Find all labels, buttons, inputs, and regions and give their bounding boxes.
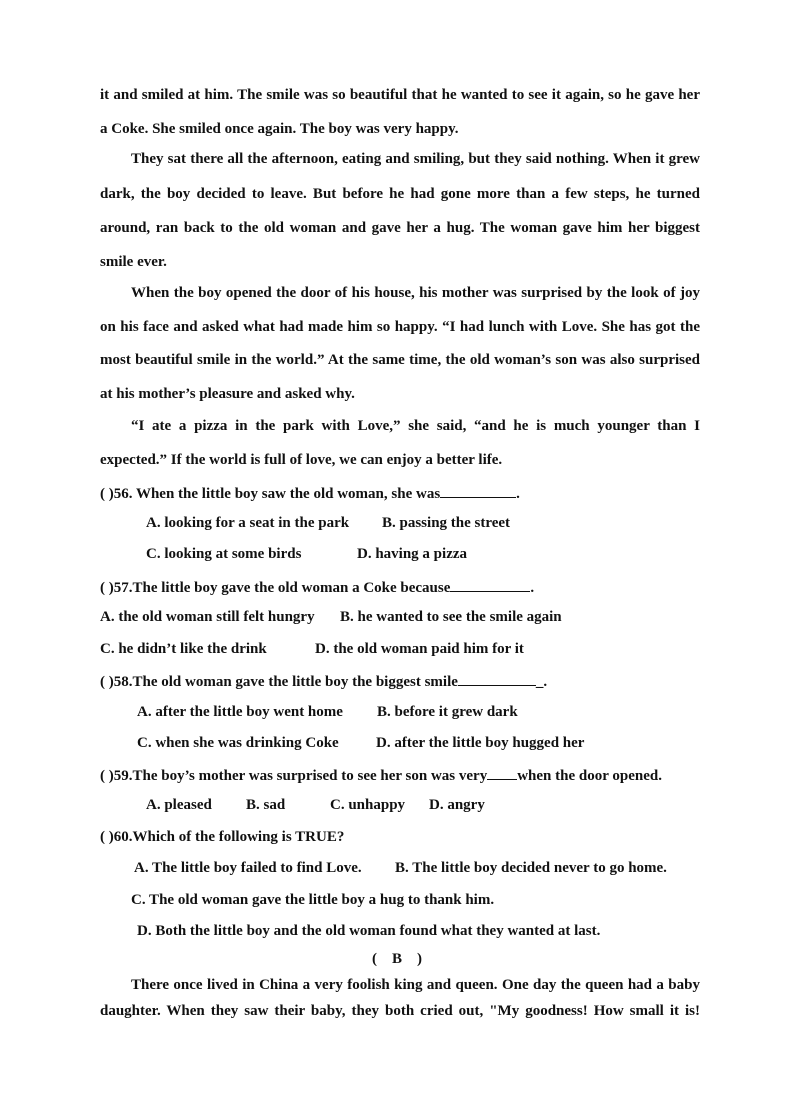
question-end: _. — [535, 674, 548, 690]
question-stem: ( )57.The little boy gave the old woman a Coke because — [100, 580, 451, 596]
option-d: D. after the little boy hugged her — [376, 735, 585, 751]
passage-line: at his mother’s pleasure and asked why. — [100, 386, 355, 402]
option-b: B. before it grew dark — [377, 704, 518, 720]
passage-line: “I ate a pizza in the park with Love,” she said, “and he is much younger than I — [131, 418, 700, 434]
option-d: D. the old woman paid him for it — [315, 641, 524, 657]
option-b: B. sad — [246, 797, 286, 813]
question-end: . — [516, 486, 520, 502]
option-d: D. Both the little boy and the old woman found what they wanted at last. — [137, 923, 601, 939]
option-c: C. looking at some birds — [146, 546, 302, 562]
question-end: . — [530, 580, 535, 596]
question-60: ( )60.Which of the following is TRUE? — [100, 829, 345, 845]
question-stem: ( )59.The boy’s mother was surprised to see her son was very — [100, 768, 488, 784]
option-c: C. he didn’t like the drink — [100, 641, 267, 657]
passage-line: a Coke. She smiled once again. The boy was very happy. — [100, 121, 459, 137]
section-heading: ( B ) — [372, 951, 422, 967]
passage-line: most beautiful smile in the world.” At the same time, the old woman’s son was also surprised — [100, 352, 700, 368]
question-stem: ( )58.The old woman gave the little boy the biggest smile — [100, 674, 458, 690]
passage-line: on his face and asked what had made him so happy. “I had lunch with Love. She has got the — [100, 319, 700, 335]
option-a: A. the old woman still felt hungry — [100, 609, 315, 625]
question-57 — [100, 577, 534, 597]
passage-line: around, ran back to the old woman and gave her a hug. The woman gave him her biggest — [100, 220, 700, 236]
question-stem: ( )56. When the little boy saw the old woman, she was — [100, 486, 441, 502]
answer-blank[interactable] — [440, 483, 516, 498]
passage-line: When the boy opened the door of his house, his mother was surprised by the look of joy — [131, 285, 700, 301]
question-56 — [100, 483, 520, 503]
option-b: B. The little boy decided never to go home. — [395, 860, 667, 876]
passage-line: expected.” If the world is full of love, we can enjoy a better life. — [100, 452, 503, 468]
passage-line: it and smiled at him. The smile was so beautiful that he wanted to see it again, so he gave her — [100, 87, 700, 103]
option-d: D. having a pizza — [357, 546, 468, 562]
option-c: C. The old woman gave the little boy a hug to thank him. — [131, 892, 495, 908]
option-c: C. when she was drinking Coke — [137, 735, 339, 751]
option-a: A. pleased — [146, 797, 212, 813]
passage-line: dark, the boy decided to leave. But before he had gone more than a few steps, he turned — [100, 186, 700, 202]
answer-blank[interactable] — [458, 671, 536, 686]
option-c: C. unhappy — [330, 797, 406, 813]
answer-blank[interactable] — [450, 577, 530, 592]
option-b: B. he wanted to see the smile again — [340, 609, 562, 625]
option-a: A. looking for a seat in the park — [146, 515, 350, 531]
passage-line: smile ever. — [100, 254, 167, 270]
passage-line: There once lived in China a very foolish king and queen. One day the queen had a baby — [131, 977, 700, 993]
option-b: B. passing the street — [382, 515, 511, 531]
passage-line: daughter. When they saw their baby, they both cried out, "My goodness! How small it is! — [100, 1003, 700, 1019]
question-end: when the door opened. — [517, 768, 662, 784]
passage-line: They sat there all the afternoon, eating and smiling, but they said nothing. When it grew — [131, 151, 700, 167]
option-a: A. The little boy failed to find Love. — [134, 860, 362, 876]
answer-blank[interactable] — [487, 765, 517, 780]
option-a: A. after the little boy went home — [137, 704, 343, 720]
option-d: D. angry — [429, 797, 485, 813]
question-58 — [100, 671, 547, 691]
question-59 — [100, 765, 662, 785]
